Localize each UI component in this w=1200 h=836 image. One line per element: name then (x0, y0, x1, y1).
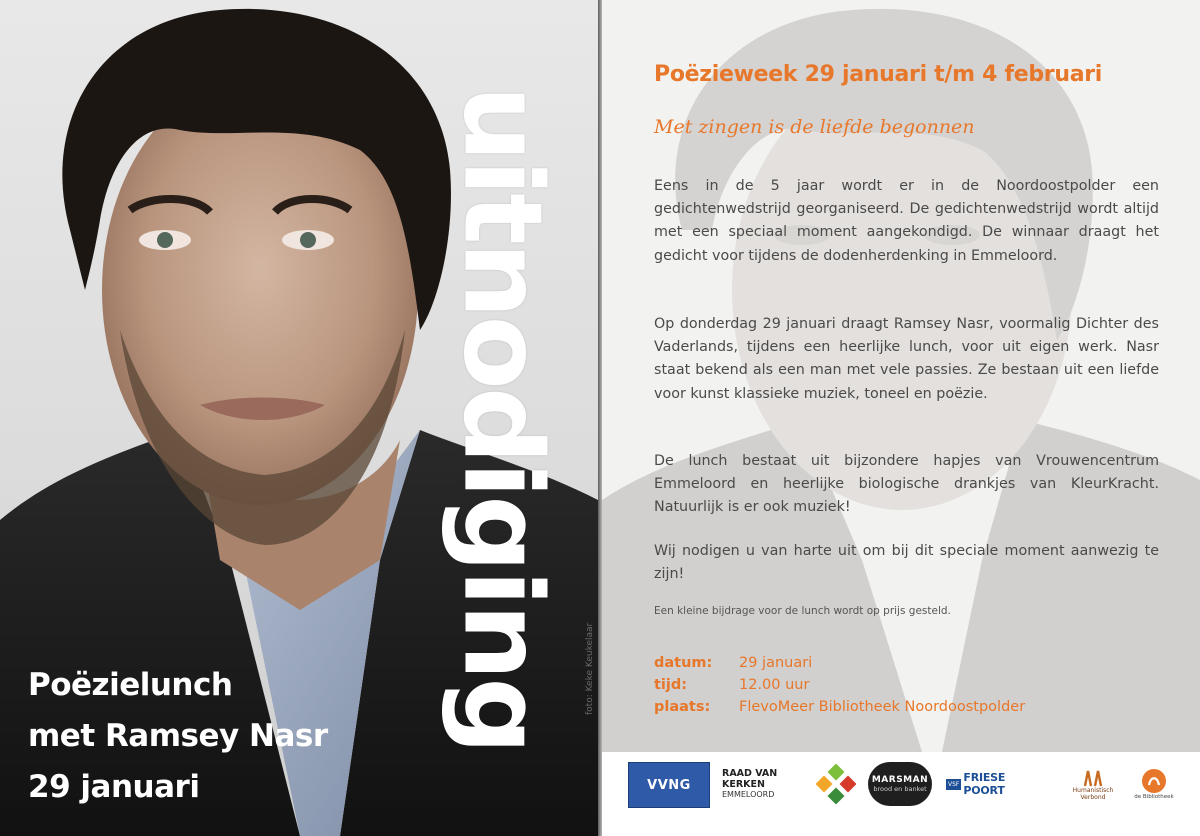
detail-row-time (654, 674, 1025, 696)
detail-label-date: datum: (654, 655, 713, 671)
vvng-logo (628, 762, 710, 808)
paragraph-lunch: De lunch bestaat uit bijzondere hapjes van Vrouwencentrum Emmeloord en heerlijke biologische drankjes van KleurKracht. Natuurlijk is er ook muziek! (654, 453, 1159, 516)
paragraph-invitation: Wij nodigen u van harte uit om bij dit speciale moment aanwezig te zijn! (654, 543, 1159, 583)
detail-value-place: FlevoMeer Bibliotheek Noordoostpolder (739, 699, 1026, 715)
humanist-figure-icon (1082, 767, 1104, 787)
event-title-block (28, 660, 328, 813)
event-title-line-2: met Ramsey Nasr (28, 718, 328, 754)
friese-poort-tag: VSF (948, 780, 960, 788)
bibliotheek-text: de Bibliotheek (1134, 794, 1174, 800)
detail-label-time: tijd: (654, 677, 688, 693)
marsman-logo (868, 762, 932, 806)
event-title-line-1: Poëzielunch (28, 667, 233, 703)
paragraph-ramsey-nasr: Op donderdag 29 januari draagt Ramsey Nasr, voormalig Dichter des Vaderlands, tijdens een heerlijke lunch, voor uit eigen werk. Nasr staat bekend als een man met vele passies. Ze bestaan uit een liefde voor kunst klassieke muziek, toneel en poëzie. (654, 316, 1159, 402)
bibliotheek-logo (1132, 762, 1176, 806)
marsman-logo-name: MARSMAN (871, 775, 929, 785)
event-title-line-3: 29 januari (28, 769, 200, 805)
bibliotheek-icon (1141, 768, 1167, 794)
detail-row-date (654, 652, 1025, 674)
humanistisch-verbond-logo (1068, 762, 1118, 806)
vvng-logo-text: VVNG (647, 777, 691, 793)
photo-credit-text: foto: Keke Keukelaar (585, 622, 595, 715)
poetry-week-heading: Poëzieweek 29 januari t/m 4 februari (654, 62, 1103, 87)
detail-row-place (654, 696, 1025, 718)
marsman-logo-tagline: brood en banket (873, 785, 927, 793)
detail-value-date: 29 januari (739, 655, 813, 671)
invitation-vertical-title (440, 18, 565, 818)
invitation-word: uitnodiging (440, 84, 565, 752)
raad-van-kerken-logo (722, 762, 802, 806)
friese-poort-name: FRIESE POORT (963, 771, 1006, 797)
info-panel (602, 0, 1200, 836)
cover-panel (0, 0, 598, 836)
raad-logo-line-2: EMMELOORD (722, 790, 775, 799)
detail-label-place: plaats: (654, 699, 711, 715)
kleurkracht-leaf-icon (816, 762, 856, 806)
theme-subheading: Met zingen is de liefde begonnen (654, 116, 975, 138)
humanistisch-verbond-text: Humanistisch Verbond (1072, 787, 1114, 801)
raad-logo-line-1: RAAD VAN KERKEN (722, 768, 778, 790)
detail-value-time: 12.00 uur (739, 677, 810, 693)
contribution-note: Een kleine bijdrage voor de lunch wordt op prijs gesteld. (654, 605, 951, 617)
friese-poort-logo (946, 762, 1048, 806)
paragraph-contest: Eens in de 5 jaar wordt er in de Noordoostpolder een gedichtenwedstrijd georganiseerd. De gedichtenwedstrijd wordt altijd met een speciaal moment aangekondigd. De winnaar draagt het gedicht voor tijdens de dodenherdenking in Emmeloord. (654, 178, 1159, 264)
event-details (654, 652, 1025, 718)
sponsor-logo-strip (602, 752, 1200, 836)
